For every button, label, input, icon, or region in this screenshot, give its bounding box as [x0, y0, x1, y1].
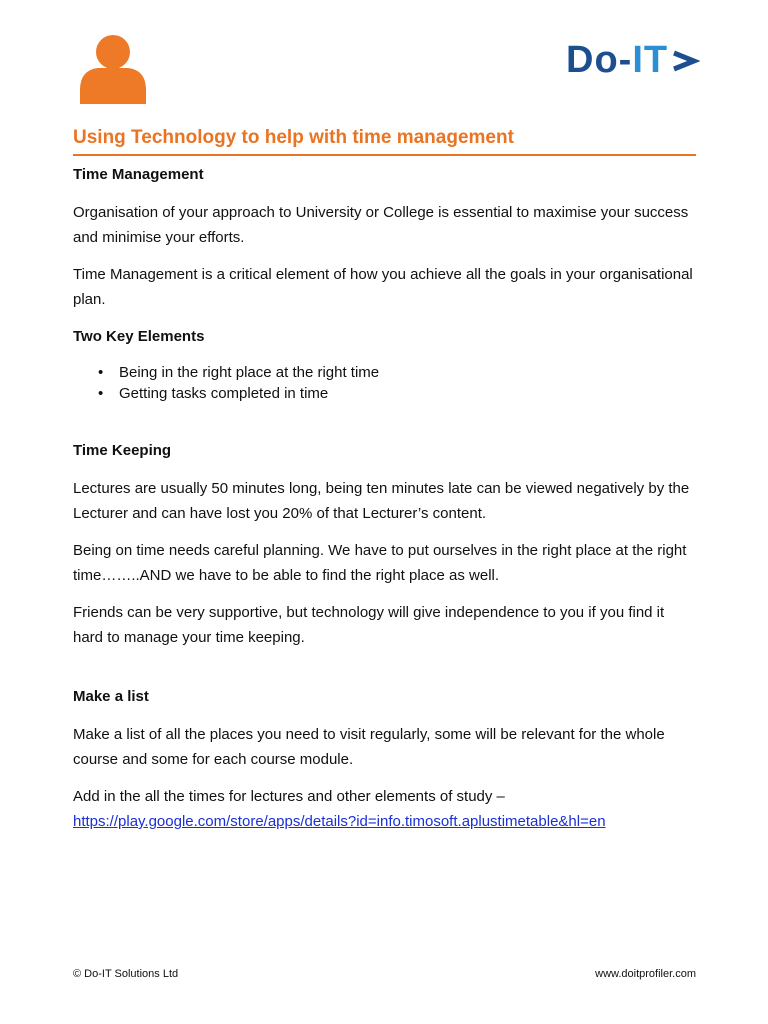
- footer-copyright: © Do-IT Solutions Ltd: [73, 968, 179, 980]
- heading-time-management: Time Management: [73, 166, 204, 183]
- paragraph-make-a-list: Make a list of all the places you need to visit regularly, some will be relevant for the whole course and some for each course module.: [73, 726, 665, 768]
- paragraph-add-times-text: Add in the all the times for lectures and other elements of study –: [73, 788, 505, 805]
- key-elements-list: [73, 362, 696, 404]
- footer-website: www.doitprofiler.com: [595, 968, 696, 980]
- logo-text-do: Do-: [566, 39, 633, 81]
- list-item-text: Getting tasks completed in time: [119, 385, 329, 402]
- paragraph-being-on-time: Being on time needs careful planning. We have to put ourselves in the right place at the right time……..AND we have to be able to find the right place as well.: [73, 542, 687, 584]
- document-title: Using Technology to help with time management: [73, 127, 514, 148]
- bullet-icon: •: [98, 385, 104, 402]
- list-item-text: Being in the right place at the right time: [119, 364, 380, 381]
- paragraph-organisation: Organisation of your approach to University or College is essential to maximise your success and minimise your efforts.: [73, 204, 689, 246]
- heading-two-key-elements: Two Key Elements: [73, 328, 205, 345]
- paragraph-critical-element: Time Management is a critical element of how you achieve all the goals in your organisational plan.: [73, 266, 693, 308]
- do-it-logo: [566, 38, 700, 82]
- user-avatar-icon: [76, 32, 150, 104]
- paragraph-add-times: [73, 784, 696, 834]
- paragraph-friends: Friends can be very supportive, but technology will give independence to you if you find it hard to manage your time keeping.: [73, 604, 665, 646]
- document-body: [73, 162, 696, 834]
- list-item: [73, 362, 696, 383]
- title-divider: [73, 154, 696, 156]
- logo-text-it: IT: [632, 39, 669, 81]
- logo-arrow-icon: [670, 38, 700, 82]
- paragraph-lectures: Lectures are usually 50 minutes long, being ten minutes late can be viewed negatively by the Lecturer and can have lost you 20% of that Lecturer’s content.: [73, 480, 690, 522]
- list-item: [73, 383, 696, 404]
- heading-make-a-list: Make a list: [73, 688, 149, 705]
- timetable-app-link[interactable]: https://play.google.com/store/apps/details?id=info.timosoft.aplustimetable&hl=en: [73, 813, 606, 830]
- bullet-icon: •: [98, 364, 104, 381]
- heading-time-keeping: Time Keeping: [73, 442, 172, 459]
